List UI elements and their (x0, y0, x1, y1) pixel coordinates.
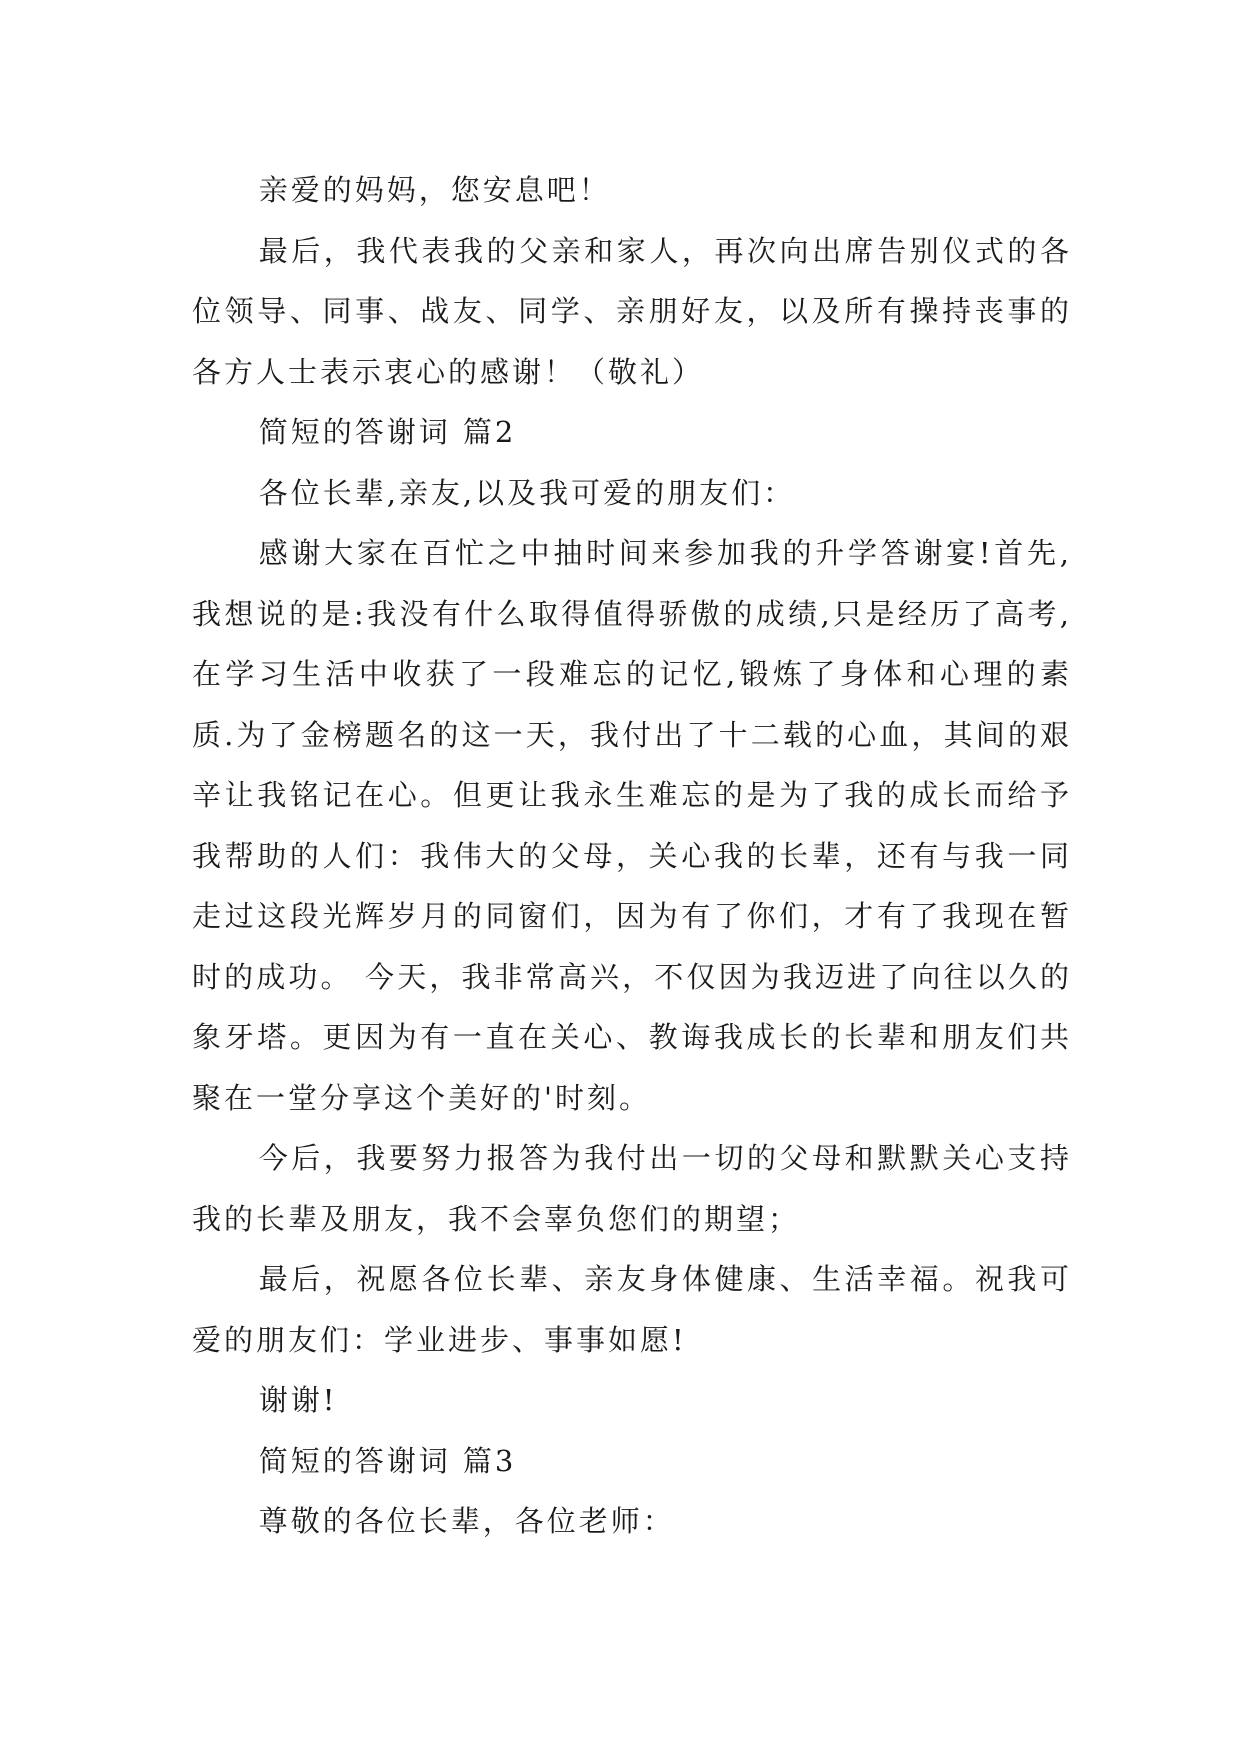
paragraph-greeting-2: 各位长辈,亲友,以及我可爱的朋友们： (258, 475, 796, 510)
paragraph-thank-you: 谢谢! (258, 1383, 338, 1417)
section-heading-3: 简短的答谢词 篇3 (258, 1443, 517, 1478)
paragraph-thanks-body: 感谢大家在百忙之中抽时间来参加我的升学答谢宴!首先,我想说的是:我没有什么取得值得骄傲的成绩,只是经历了高考,在学习生活中收获了一段难忘的记忆,锻炼了身体和心理的素质.为了金榜题名的这一天，我付出了十二载的心血，其间的艰辛让我铭记在心。但更让我永生难忘的是为了我的成长而给予我帮助的人们：我伟大的父母，关心我的长辈，还有与我一同走过这段光辉岁月的同窗们，因为有了你们，才有了我现在暂时的成功。 今天，我非常高兴，不仅因为我迈进了向往以久的象牙塔。更因为有一直在关心、教诲我成长的长辈和朋友们共聚在一堂分享这个美好的'时刻。 (192, 536, 1072, 1115)
document-body (192, 160, 1072, 1552)
paragraph-future-promise: 今后，我要努力报答为我付出一切的父母和默默关心支持我的长辈及朋友，我不会辜负您们的期望； (192, 1141, 1072, 1236)
paragraph-final-thanks: 最后，我代表我的父亲和家人，再次向出席告别仪式的各位领导、同事、战友、同学、亲朋好友，以及所有操持丧事的各方人士表示衷心的感谢！（敬礼） (192, 233, 1072, 389)
paragraph-farewell-mother: 亲爱的妈妈，您安息吧！ (258, 173, 611, 207)
paragraph-wishes: 最后，祝愿各位长辈、亲友身体健康、生活幸福。祝我可爱的朋友们：学业进步、事事如愿! (192, 1262, 1072, 1357)
paragraph-greeting-3: 尊敬的各位长辈，各位老师： (258, 1504, 675, 1538)
section-heading-2: 简短的答谢词 篇2 (258, 415, 517, 449)
